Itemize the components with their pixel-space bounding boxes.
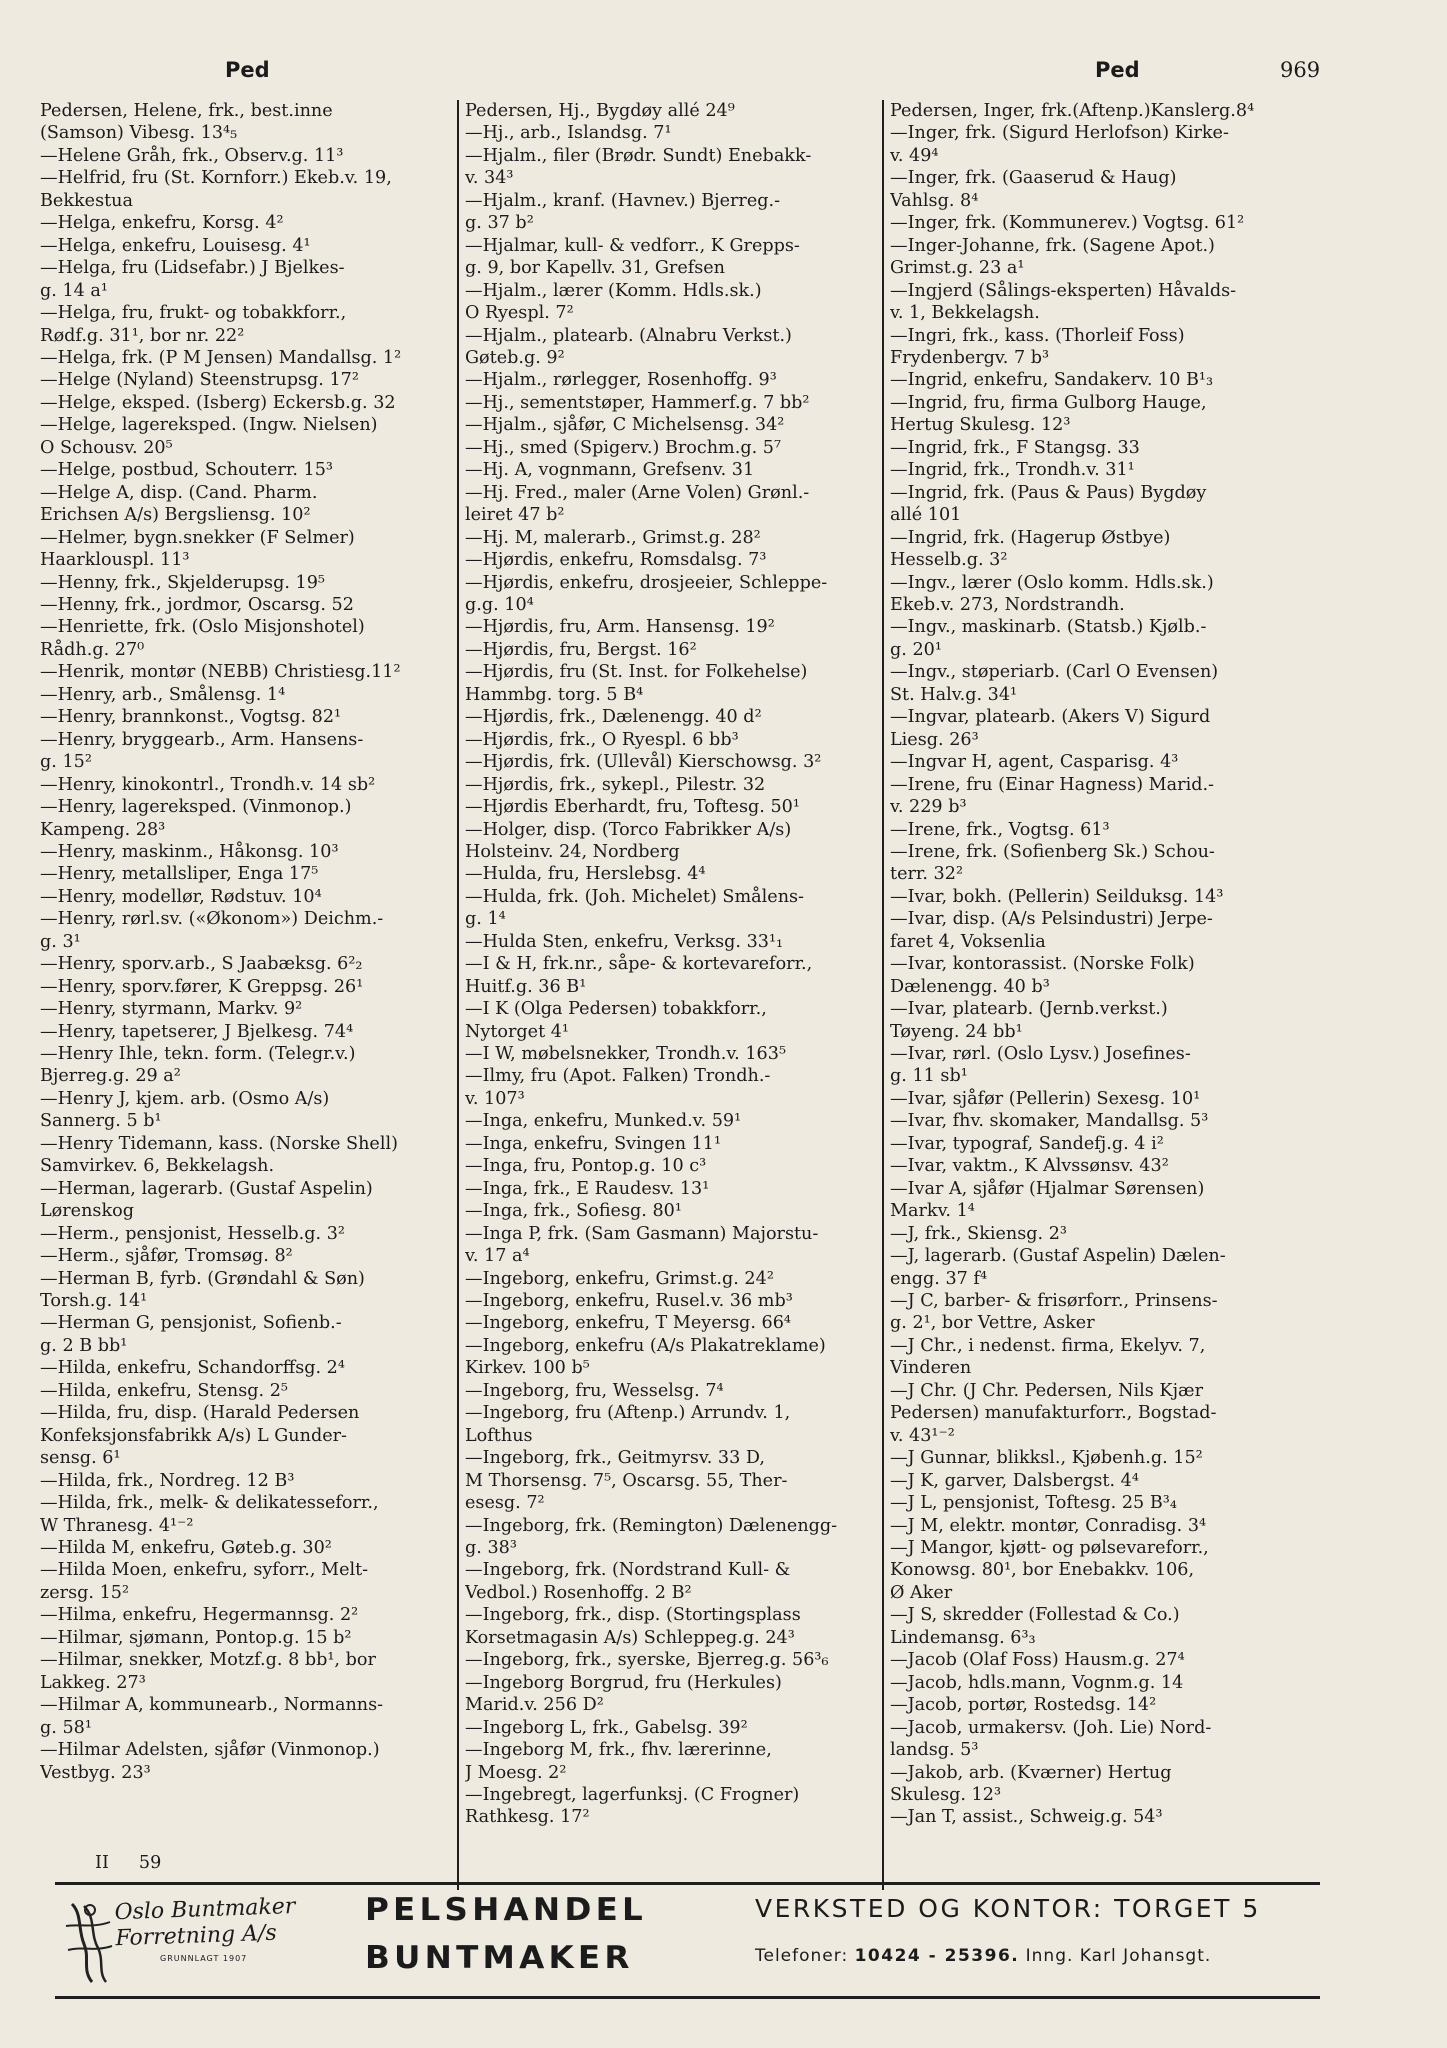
directory-line: —Irene, frk. (Sofienberg Sk.) Schou- <box>890 841 1215 862</box>
directory-line: —Ingvar H, agent, Casparisg. 4³ <box>890 752 1179 773</box>
directory-line: Pedersen) manufakturforr., Bogstad- <box>890 1403 1217 1424</box>
directory-line: Samvirkev. 6, Bekkelagsh. <box>40 1156 275 1177</box>
directory-line: —Ivar, kontorassist. (Norske Folk) <box>890 954 1195 975</box>
directory-line: —Helene Gråh, frk., Observ.g. 11³ <box>40 145 344 166</box>
directory-line: —Henny, frk., Skjelderupsg. 19⁵ <box>40 572 325 593</box>
directory-line: Erichsen A/s) Bergsliensg. 10² <box>40 505 311 526</box>
directory-line: —Henry, metallsliper, Enga 17⁵ <box>40 864 319 885</box>
directory-line: —Hjalmar, kull- & vedforr., K Grepps- <box>465 235 800 256</box>
directory-line: Frydenbergv. 7 b³ <box>890 347 1050 368</box>
directory-line: allé 101 <box>890 505 962 526</box>
directory-line: —Henry Tidemann, kass. (Norske Shell) <box>40 1133 398 1154</box>
directory-line: Ø Aker <box>890 1582 953 1603</box>
running-head-right: Ped <box>1095 58 1140 82</box>
column-3 <box>890 100 1315 1870</box>
directory-line: —J L, pensjonist, Toftesg. 25 B³₄ <box>890 1493 1177 1514</box>
directory-line: —Henny, frk., jordmor, Oscarsg. 52 <box>40 594 354 615</box>
directory-line: —Ingeborg L, frk., Gabelsg. 39² <box>465 1717 748 1738</box>
directory-line: —Ingrid, fru, firma Gulborg Hauge, <box>890 392 1207 413</box>
directory-line: Rødf.g. 31¹, bor nr. 22² <box>40 325 245 346</box>
column-divider <box>882 100 884 1890</box>
directory-line: —Hj. A, vognmann, Grefsenv. 31 <box>465 460 755 481</box>
directory-line: Holsteinv. 24, Nordberg <box>465 841 680 862</box>
phones-label: Telefoner: <box>755 1946 849 1966</box>
directory-line: Hesselb.g. 3² <box>890 550 1008 571</box>
ad-title-buntmaker: BUNTMAKER <box>365 1940 634 1976</box>
directory-line: —J Mangor, kjøtt- og pølsevareforr., <box>890 1538 1209 1558</box>
directory-line: —Henry, lagereksped. (Vinmonop.) <box>40 797 352 818</box>
directory-line: Kirkev. 100 b⁵ <box>465 1358 590 1379</box>
directory-line: —Ingjerd (Sålings-eksperten) Håvalds- <box>890 280 1237 301</box>
banner-rule <box>55 1996 1320 1999</box>
directory-line: —Hjørdis, frk., sykepl., Pilestr. 32 <box>465 774 766 795</box>
directory-line: g. 2 B bb¹ <box>40 1335 128 1356</box>
directory-line: —Herm., sjåfør, Tromsøg. 8² <box>40 1246 293 1267</box>
directory-line: —Hulda, fru, Herslebsg. 4⁴ <box>465 864 706 885</box>
directory-line: —Hilda Moen, enkefru, syforr., Melt- <box>40 1560 369 1581</box>
directory-line: —J, frk., Skiensg. 2³ <box>890 1223 1067 1244</box>
directory-line: —Ivar, fhv. skomaker, Mandallsg. 5³ <box>890 1111 1209 1132</box>
directory-line: J Moesg. 2² <box>465 1762 567 1783</box>
directory-line: faret 4, Voksenlia <box>890 931 1046 952</box>
directory-line: v. 1, Bekkelagsh. <box>890 303 1040 324</box>
directory-line: —Jacob, hdls.mann, Vognm.g. 14 <box>890 1672 1184 1693</box>
directory-line: —Holger, disp. (Torco Fabrikker A/s) <box>465 819 792 840</box>
directory-line: —Helge, eksped. (Isberg) Eckersb.g. 32 <box>40 392 396 413</box>
directory-line: O Schousv. 20⁵ <box>40 437 173 458</box>
directory-line: Vestbyg. 23³ <box>40 1762 151 1783</box>
column-1 <box>40 100 465 1870</box>
directory-line: —Inga, frk., E Raudesv. 13¹ <box>465 1178 710 1199</box>
directory-line: —Henry, sporv.fører, K Greppsg. 26¹ <box>40 976 364 997</box>
directory-line: —Inga, fru, Pontop.g. 10 c³ <box>465 1156 707 1177</box>
directory-line: —Herm., pensjonist, Hesselb.g. 3² <box>40 1223 345 1244</box>
directory-line: Vahlsg. 8⁴ <box>890 190 979 211</box>
phones-numbers: 10424 - 25396. <box>854 1946 1020 1966</box>
directory-line: —J Chr. (J Chr. Pedersen, Nils Kjær <box>890 1380 1203 1401</box>
directory-line: —Ingv., støperiarb. (Carl O Evensen) <box>890 662 1219 683</box>
page-number: 969 <box>1280 58 1321 82</box>
directory-line: —Hjalm., sjåfør, C Michelsensg. 34² <box>465 415 785 436</box>
directory-line: —Hjørdis, frk. (Ullevål) Kierschowsg. 3² <box>465 752 822 773</box>
directory-line: —Hilda M, enkefru, Gøteb.g. 30² <box>40 1538 332 1558</box>
directory-line: g. 20¹ <box>890 639 942 660</box>
directory-line: —Hjalm., kranf. (Havnev.) Bjerreg.- <box>465 190 781 211</box>
directory-line: —Hjørdis, frk., O Ryespl. 6 bb³ <box>465 729 739 750</box>
directory-line: Torsh.g. 14¹ <box>40 1291 148 1312</box>
directory-line: —Hulda, frk. (Joh. Michelet) Smålens- <box>465 886 804 907</box>
directory-line: —Henry J, kjem. arb. (Osmo A/s) <box>40 1088 330 1109</box>
directory-line: —Hjørdis, fru, Bergst. 16² <box>465 639 697 660</box>
directory-line: —Herman, lagerarb. (Gustaf Aspelin) <box>40 1178 373 1199</box>
directory-line: —Jakob, arb. (Kværner) Hertug <box>890 1762 1172 1783</box>
directory-line: —Irene, frk., Vogtsg. 61³ <box>890 819 1110 840</box>
directory-line: —Hilda, frk., Nordreg. 12 B³ <box>40 1470 295 1491</box>
directory-line: —Hjalm., platearb. (Alnabru Verkst.) <box>465 325 792 346</box>
fox-emblem-icon <box>60 1896 120 1986</box>
directory-line: —Inga, enkefru, Munked.v. 59¹ <box>465 1111 742 1132</box>
directory-line: —Ingrid, frk. (Hagerup Østbye) <box>890 527 1171 548</box>
directory-line: (Samson) Vibesg. 13⁴₅ <box>40 123 238 144</box>
directory-line: Liesg. 26³ <box>890 729 979 750</box>
directory-line: —I & H, frk.nr., såpe- & kortevareforr., <box>465 954 813 975</box>
directory-line: —Henrik, montør (NEBB) Christiesg.11² <box>40 662 401 683</box>
directory-line: —Jan T, assist., Schweig.g. 54³ <box>890 1807 1163 1828</box>
directory-line: —Hjørdis, enkefru, drosjeeier, Schleppe- <box>465 572 828 593</box>
directory-line: W Thranesg. 4¹⁻² <box>40 1515 194 1536</box>
directory-line: g. 58¹ <box>40 1717 92 1738</box>
directory-line: —Henry, arb., Smålensg. 1⁴ <box>40 684 286 705</box>
directory-line: —Hjørdis, fru (St. Inst. for Folkehelse) <box>465 662 808 683</box>
directory-line: v. 107³ <box>465 1088 525 1109</box>
directory-line: —Ingeborg, fru (Aftenp.) Arrundv. 1, <box>465 1403 791 1424</box>
directory-line: —Hilmar Adelsten, sjåfør (Vinmonop.) <box>40 1740 380 1761</box>
directory-line: —Ingv., maskinarb. (Statsb.) Kjølb.- <box>890 617 1207 638</box>
directory-line: —Jacob, urmakersv. (Joh. Lie) Nord- <box>890 1717 1212 1738</box>
sheet-signature <box>95 1853 191 1873</box>
directory-line: esesg. 7² <box>465 1493 545 1514</box>
directory-line: —I W, møbelsnekker, Trondh.v. 163⁵ <box>465 1044 786 1065</box>
directory-line: —J C, barber- & frisørforr., Prinsens- <box>890 1291 1218 1312</box>
ad-title-pelshandel: PELSHANDEL <box>365 1892 647 1928</box>
directory-line: Korsetmagasin A/s) Schleppeg.g. 24³ <box>465 1627 795 1648</box>
directory-line: —Hilmar, sjømann, Pontop.g. 15 b² <box>40 1627 352 1648</box>
directory-line: v. 34³ <box>465 168 514 189</box>
directory-line: O Ryespl. 7² <box>465 303 574 324</box>
directory-line: —Hilmar A, kommunearb., Normanns- <box>40 1695 384 1716</box>
directory-line: Bekkestua <box>40 190 133 211</box>
directory-line: —Helga, enkefru, Louisesg. 4¹ <box>40 235 311 256</box>
directory-line: —Hilda, enkefru, Schandorffsg. 2⁴ <box>40 1358 345 1379</box>
directory-line: —Helge A, disp. (Cand. Pharm. <box>40 482 318 503</box>
directory-line: —Ingri, frk., kass. (Thorleif Foss) <box>890 325 1185 346</box>
directory-line: zersg. 15² <box>40 1582 130 1603</box>
directory-line: —Hjalm., filer (Brødr. Sundt) Enebakk- <box>465 145 812 166</box>
directory-line: —Ingrid, frk., Trondh.v. 31¹ <box>890 460 1135 481</box>
directory-line: Pedersen, Hj., Bygdøy allé 24⁹ <box>465 101 735 121</box>
banner-rule <box>55 1882 1320 1885</box>
directory-line: —Ingrid, frk. (Paus & Paus) Bygdøy <box>890 482 1207 503</box>
directory-line: —Henry, maskinm., Håkonsg. 10³ <box>40 841 339 862</box>
sheet-mark: II <box>95 1853 109 1873</box>
directory-line: —Ivar, typograf, Sandefj.g. 4 i² <box>890 1133 1164 1154</box>
directory-line: —Herman G, pensjonist, Sofienb.- <box>40 1313 342 1334</box>
directory-line: —Inger, frk. (Gaaserud & Haug) <box>890 168 1177 189</box>
directory-line: —Inga P, frk. (Sam Gasmann) Majorstu- <box>465 1223 819 1244</box>
directory-line: Rådh.g. 27⁰ <box>40 639 145 660</box>
directory-line: —Ingeborg M, frk., fhv. lærerinne, <box>465 1740 772 1761</box>
directory-line: Ekeb.v. 273, Nordstrandh. <box>890 594 1125 615</box>
directory-line: —J S, skredder (Follestad & Co.) <box>890 1605 1180 1626</box>
directory-line: g. 15² <box>40 752 92 773</box>
directory-line: —Ingrid, enkefru, Sandakerv. 10 B¹₃ <box>890 370 1214 391</box>
ad-phones <box>755 1946 1211 1966</box>
directory-line: g. 2¹, bor Vettre, Asker <box>890 1313 1095 1334</box>
directory-line: —Inger, frk. (Sigurd Herlofson) Kirke- <box>890 123 1229 144</box>
directory-line: Konowsg. 80¹, bor Enebakkv. 106, <box>890 1560 1195 1581</box>
directory-line: —Hulda Sten, enkefru, Verksg. 33¹₁ <box>465 931 784 952</box>
directory-line: —Hjørdis, fru, Arm. Hansensg. 19² <box>465 617 775 638</box>
directory-line: —Henry, modellør, Rødstuv. 10⁴ <box>40 886 322 907</box>
directory-line: —Ingeborg, enkefru, Rusel.v. 36 mb³ <box>465 1291 793 1312</box>
directory-line: —Helga, frk. (P M Jensen) Mandallsg. 1² <box>40 347 402 368</box>
directory-line: M Thorsensg. 7⁵, Oscarsg. 55, Ther- <box>465 1470 788 1491</box>
logo-founded: GRUNNLAGT 1907 <box>160 1954 248 1963</box>
directory-line: —Hjørdis, frk., Dælenengg. 40 d² <box>465 707 762 728</box>
directory-line: —Helge (Nyland) Steenstrupsg. 17² <box>40 370 359 391</box>
directory-line: Vinderen <box>890 1358 972 1379</box>
directory-line: —Inga, enkefru, Svingen 11¹ <box>465 1133 722 1154</box>
directory-line: Pedersen, Inger, frk.(Aftenp.)Kanslerg.8⁴ <box>890 101 1255 121</box>
directory-line: —Ivar, sjåfør (Pellerin) Sexesg. 10¹ <box>890 1088 1201 1109</box>
directory-line: Skulesg. 12³ <box>890 1784 1002 1805</box>
directory-line: g. 14 a¹ <box>40 280 108 301</box>
directory-line: Vedbol.) Rosenhoffg. 2 B² <box>465 1582 692 1603</box>
directory-line: —Henry, styrmann, Markv. 9² <box>40 999 303 1020</box>
directory-line: —I K (Olga Pedersen) tobakkforr., <box>465 999 767 1020</box>
directory-line: Lofthus <box>465 1425 533 1446</box>
directory-line: —Helmer, bygn.snekker (F Selmer) <box>40 527 355 548</box>
column-2 <box>465 100 887 1870</box>
directory-line: —Ivar A, sjåfør (Hjalmar Sørensen) <box>890 1178 1205 1199</box>
directory-line: —Hj., arb., Islandsg. 7¹ <box>465 123 672 144</box>
directory-line: Tøyeng. 24 bb¹ <box>890 1021 1023 1042</box>
directory-line: —Ingeborg, frk., Geitmyrsv. 33 D, <box>465 1448 765 1469</box>
directory-line: —Helge, lagereksped. (Ingw. Nielsen) <box>40 415 378 436</box>
directory-line: —Helge, postbud, Schouterr. 15³ <box>40 460 333 481</box>
directory-line: Nytorget 4¹ <box>465 1021 569 1042</box>
directory-line: v. 43¹⁻² <box>890 1425 955 1446</box>
directory-line: Lørenskog <box>40 1201 134 1222</box>
directory-line: landsg. 5³ <box>890 1740 979 1761</box>
directory-line: —Ingv., lærer (Oslo komm. Hdls.sk.) <box>890 572 1214 593</box>
directory-line: —Irene, fru (Einar Hagness) Marid.- <box>890 774 1214 795</box>
directory-line: —Ingeborg, enkefru (A/s Plakatreklame) <box>465 1335 826 1356</box>
directory-line: —Henry, brannkonst., Vogtsg. 82¹ <box>40 707 342 728</box>
directory-line: —J Gunnar, blikksl., Kjøbenh.g. 15² <box>890 1448 1203 1469</box>
directory-line: v. 17 a⁴ <box>465 1246 530 1267</box>
directory-line: Lindemansg. 6³₃ <box>890 1627 1036 1648</box>
directory-line: engg. 37 f⁴ <box>890 1268 987 1289</box>
directory-line: —Ingeborg, frk. (Remington) Dælenengg- <box>465 1515 838 1536</box>
directory-line: —Hilda, enkefru, Stensg. 2⁵ <box>40 1380 288 1401</box>
directory-line: Haarklouspl. 11³ <box>40 550 190 571</box>
directory-line: Sannerg. 5 b¹ <box>40 1111 162 1132</box>
directory-line: g. 38³ <box>465 1538 517 1558</box>
directory-line: —Ingeborg, frk., disp. (Stortingsplass <box>465 1605 801 1626</box>
directory-line: Kampeng. 28³ <box>40 819 166 840</box>
column-divider <box>457 100 459 1890</box>
directory-line: —Helfrid, fru (St. Kornforr.) Ekeb.v. 19, <box>40 168 392 189</box>
advertisement-banner <box>55 1882 1320 2002</box>
phones-extra: Inng. Karl Johansgt. <box>1025 1946 1212 1966</box>
directory-line: —Hilmar, snekker, Motzf.g. 8 bb¹, bor <box>40 1650 376 1671</box>
directory-line: —Ilmy, fru (Apot. Falken) Trondh.- <box>465 1066 771 1087</box>
page-header <box>40 58 1321 88</box>
directory-line: —Jacob (Olaf Foss) Hausm.g. 27⁴ <box>890 1650 1185 1671</box>
directory-line: Bjerreg.g. 29 a² <box>40 1066 181 1087</box>
directory-line: —Inga, frk., Sofiesg. 80¹ <box>465 1201 682 1222</box>
directory-line: —Jacob, portør, Rostedsg. 14² <box>890 1695 1157 1716</box>
directory-line: —Ingeborg Borgrud, fru (Herkules) <box>465 1672 782 1693</box>
directory-line: —Inger-Johanne, frk. (Sagene Apot.) <box>890 235 1215 256</box>
directory-line: —Ingeborg, frk. (Nordstrand Kull- & <box>465 1560 791 1581</box>
directory-line: Grimst.g. 23 a¹ <box>890 258 1025 279</box>
directory-line: Dælenengg. 40 b³ <box>890 976 1050 997</box>
directory-line: Hammbg. torg. 5 B⁴ <box>465 684 644 705</box>
ad-workshop-address: VERKSTED OG KONTOR: TORGET 5 <box>755 1894 1261 1923</box>
directory-line: —Ingeborg, enkefru, Grimst.g. 24² <box>465 1268 774 1289</box>
directory-line: Pedersen, Helene, frk., best.inne <box>40 101 333 121</box>
directory-line: —Henry, tapetserer, J Bjelkesg. 74⁴ <box>40 1021 354 1042</box>
furrier-logo <box>60 1893 360 1986</box>
directory-line: g.g. 10⁴ <box>465 594 534 615</box>
directory-line: g. 37 b² <box>465 213 534 234</box>
directory-line: —Helga, enkefru, Korsg. 4² <box>40 213 284 234</box>
directory-line: —Hj. M, malerarb., Grimst.g. 28² <box>465 527 761 548</box>
directory-line: g. 9, bor Kapellv. 31, Grefsen <box>465 258 726 279</box>
directory-line: —Ingeborg, fru, Wesselsg. 7⁴ <box>465 1380 724 1401</box>
directory-line: —J, lagerarb. (Gustaf Aspelin) Dælen- <box>890 1246 1226 1267</box>
directory-line: —Henry, rørl.sv. («Økonom») Deichm.- <box>40 909 384 930</box>
directory-line: sensg. 6¹ <box>40 1448 121 1469</box>
sheet-number: 59 <box>138 1853 162 1873</box>
directory-line: —Hilda, fru, disp. (Harald Pedersen <box>40 1403 360 1424</box>
directory-line: St. Halv.g. 34¹ <box>890 684 1018 705</box>
directory-line: —Helga, fru (Lidsefabr.) J Bjelkes- <box>40 258 345 279</box>
directory-line: —Hj. Fred., maler (Arne Volen) Grønl.- <box>465 482 810 503</box>
directory-line: —Hilda, frk., melk- & delikatesseforr., <box>40 1493 379 1514</box>
directory-line: —Henry Ihle, tekn. form. (Telegr.v.) <box>40 1044 356 1065</box>
directory-line: —Ingeborg, enkefru, T Meyersg. 66⁴ <box>465 1313 791 1334</box>
directory-line: —Hjalm., rørlegger, Rosenhoffg. 9³ <box>465 370 777 391</box>
directory-line: —Inger, frk. (Kommunerev.) Vogtsg. 61² <box>890 213 1245 234</box>
directory-line: —Ivar, platearb. (Jernb.verkst.) <box>890 999 1168 1020</box>
directory-line: —Henry, bryggearb., Arm. Hansens- <box>40 729 364 750</box>
directory-line: —J M, elektr. montør, Conradisg. 3⁴ <box>890 1515 1207 1536</box>
directory-line: Rathkesg. 17² <box>465 1807 590 1828</box>
directory-line: —Hj., smed (Spigerv.) Brochm.g. 5⁷ <box>465 437 782 458</box>
directory-line: —Hilma, enkefru, Hegermannsg. 2² <box>40 1605 359 1626</box>
directory-line: g. 11 sb¹ <box>890 1066 968 1087</box>
directory-line: —Helga, fru, frukt- og tobakkforr., <box>40 303 347 324</box>
directory-line: terr. 32² <box>890 864 963 885</box>
directory-line: —Ingebregt, lagerfunksj. (C Frogner) <box>465 1784 800 1805</box>
directory-line: g. 3¹ <box>40 931 81 952</box>
directory-line: g. 1⁴ <box>465 909 506 930</box>
directory-line: —Ivar, bokh. (Pellerin) Seilduksg. 14³ <box>890 886 1224 907</box>
running-head-left: Ped <box>225 58 270 82</box>
directory-line: —Ivar, vaktm., K Alvssønsv. 43² <box>890 1156 1169 1177</box>
directory-line: —Hjørdis, enkefru, Romsdalsg. 7³ <box>465 550 767 571</box>
directory-line: —Hjørdis Eberhardt, fru, Toftesg. 50¹ <box>465 797 800 818</box>
directory-line: Marid.v. 256 D² <box>465 1695 604 1716</box>
directory-line: —Henry, kinokontrl., Trondh.v. 14 sb² <box>40 774 376 795</box>
directory-line: Hertug Skulesg. 12³ <box>890 415 1071 436</box>
directory-line: —Henriette, frk. (Oslo Misjonshotel) <box>40 617 365 638</box>
directory-line: —Hjalm., lærer (Komm. Hdls.sk.) <box>465 280 762 301</box>
directory-line: Markv. 1⁴ <box>890 1201 975 1222</box>
logo-script-name: Oslo Buntmaker Forretning A/s <box>114 1893 296 1952</box>
directory-line: v. 229 b³ <box>890 797 967 818</box>
directory-line: —Ivar, disp. (A/s Pelsindustri) Jerpe- <box>890 909 1213 930</box>
directory-line: —J K, garver, Dalsbergst. 4⁴ <box>890 1470 1139 1491</box>
directory-line: Huitf.g. 36 B¹ <box>465 976 587 997</box>
directory-line: —Ingvar, platearb. (Akers V) Sigurd <box>890 707 1211 728</box>
directory-line: leiret 47 b² <box>465 505 565 526</box>
directory-line: —Herman B, fyrb. (Grøndahl & Søn) <box>40 1268 365 1289</box>
directory-line: Gøteb.g. 9² <box>465 347 565 368</box>
directory-line: v. 49⁴ <box>890 145 939 166</box>
directory-line: Konfeksjonsfabrikk A/s) L Gunder- <box>40 1425 347 1446</box>
directory-line: —Ingrid, frk., F Stangsg. 33 <box>890 437 1140 458</box>
directory-line: Lakkeg. 27³ <box>40 1672 146 1693</box>
directory-line: —J Chr., i nedenst. firma, Ekelyv. 7, <box>890 1335 1206 1356</box>
directory-line: —Henry, sporv.arb., S Jaabæksg. 6²₂ <box>40 954 363 975</box>
directory-line: —Hj., sementstøper, Hammerf.g. 7 bb² <box>465 392 810 413</box>
directory-line: —Ingeborg, frk., syerske, Bjerreg.g. 56³₆ <box>465 1650 829 1671</box>
directory-line: —Ivar, rørl. (Oslo Lysv.) Josefines- <box>890 1044 1191 1065</box>
